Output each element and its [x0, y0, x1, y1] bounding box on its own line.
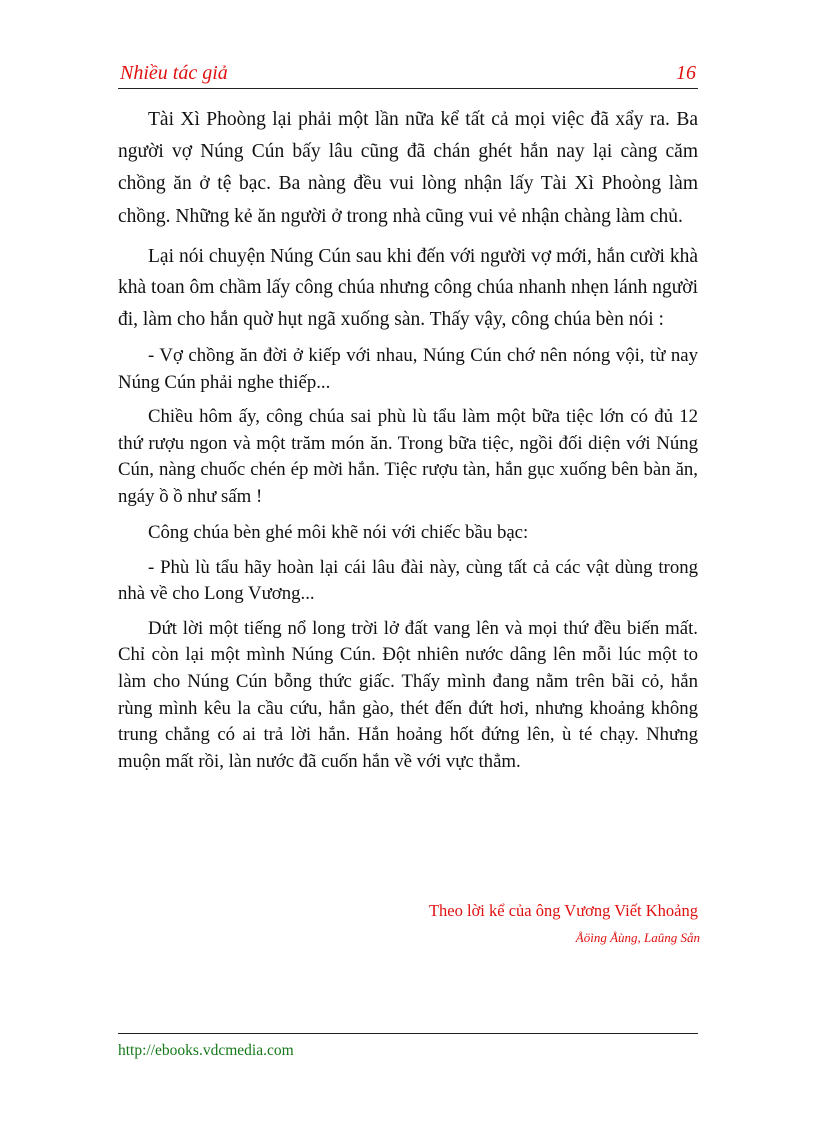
paragraph-3: - Vợ chồng ăn đời ở kiếp với nhau, Núng Cún chớ nên nóng vội, từ nay Núng Cún phải nghe thiếp...	[118, 345, 698, 393]
header-author: Nhiều tác giả	[120, 62, 228, 84]
story-body	[118, 104, 698, 783]
paragraph-7: Dứt lời một tiếng nổ long trời lở đất vang lên và mọi thứ đều biến mất. Chỉ còn lại một mình Núng Cún. Đột nhiên nước dâng lên mỗi lúc một to làm cho Núng Cún bỗng thức giấc. Thấy mình đang nằm trên bãi cỏ, hắn rùng mình kêu la cầu cứu, hắn gào, thét đến đứt hơi, nhưng khoảng không trung chẳng có ai trả lời hắn. Hắn hoảng hốt đứng lên, ù té chạy. Nhưng muộn mất rồi, làn nước đã cuốn hắn về với vực thẳm.	[118, 617, 698, 772]
paragraph-1: Tài Xì Phoòng lại phải một lần nữa kể tất cả mọi việc đã xẩy ra. Ba người vợ Núng Cún bấy lâu cũng đã chán ghét hắn nay lại càng căm chồng ăn ở tệ bạc. Ba nàng đều vui lòng nhận lấy Tài Xì Phoòng làm chồng. Những kẻ ăn người ở trong nhà cũng vui vẻ nhận chàng làm chủ.	[118, 109, 698, 227]
footer-url-link[interactable]: http://ebooks.vdcmedia.com	[118, 1042, 294, 1059]
page-number: 16	[676, 62, 696, 84]
narrator-credit: Theo lời kể của ông Vương Viết Khoảng	[428, 901, 698, 920]
page-header	[118, 60, 698, 89]
paragraph-4: Chiều hôm ấy, công chúa sai phù lù tẩu làm một bữa tiệc lớn có đủ 12 thứ rượu ngon và một trăm món ăn. Trong bữa tiệc, ngồi đối diện với Núng Cún, nàng chuốc chén ép mời hắn. Tiệc rượu tàn, hắn gục xuống bên bàn ăn, ngáy ồ ồ như sấm !	[118, 406, 698, 507]
footer-divider	[118, 1033, 698, 1034]
place-credit: Åöìng Åùng, Laûng Sån	[575, 930, 700, 945]
paragraph-5: Công chúa bèn ghé môi khẽ nói với chiếc bầu bạc:	[148, 521, 529, 543]
paragraph-6: - Phù lù tẩu hãy hoàn lại cái lâu đài này, cùng tất cả các vật dùng trong nhà về cho Long Vương...	[118, 556, 698, 605]
paragraph-2: Lại nói chuyện Núng Cún sau khi đến với người vợ mới, hắn cười khà khà toan ôm chầm lấy công chúa nhưng công chúa nhanh nhẹn lánh người đi, làm cho hắn quờ hụt ngã xuống sàn. Thấy vậy, công chúa bèn nói :	[118, 245, 699, 330]
